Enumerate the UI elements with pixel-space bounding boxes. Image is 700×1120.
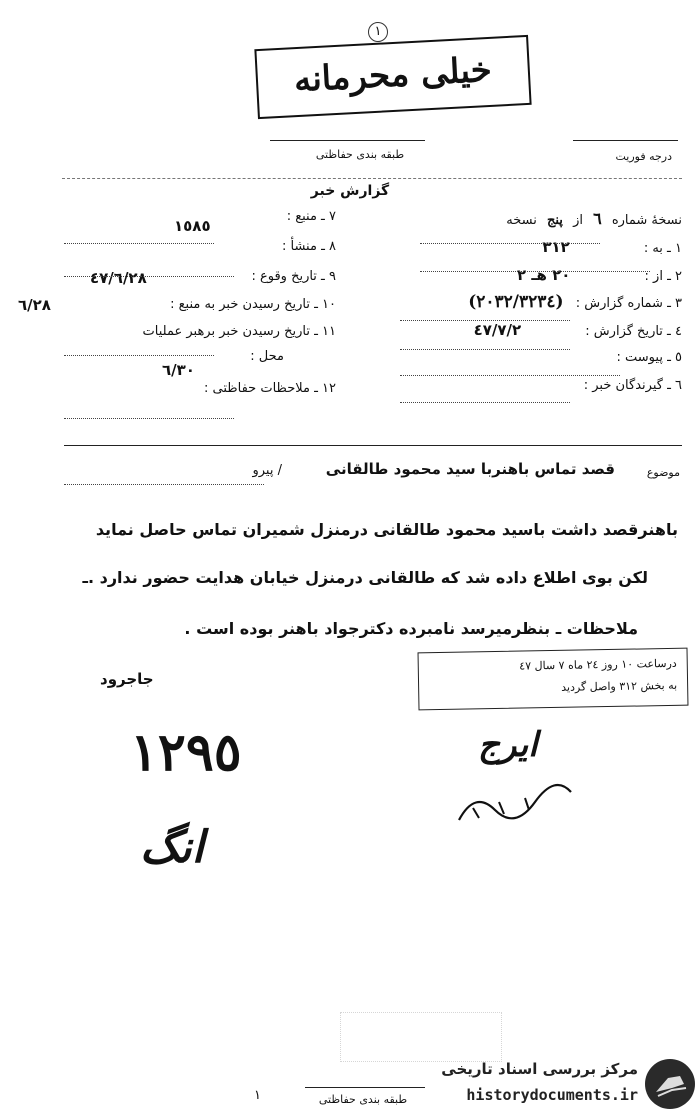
field-report-date: ٤ ـ تاریخ گزارش : ٤٧/٧/٢ xyxy=(473,321,682,339)
header-rule-right xyxy=(573,140,678,141)
field-from: ٢ ـ از : ٢٠ هـ ٢ xyxy=(516,266,682,284)
watermark-book-icon xyxy=(644,1058,696,1110)
body-line-3: ملاحظات ـ بنظرمیرسد نامبرده دکترجواد باهنر بوده است . xyxy=(184,619,638,638)
signature-flourish xyxy=(455,780,575,830)
watermark xyxy=(420,1056,698,1116)
field-copy-number: نسخهٔ شماره ٦ از پنج نسخه xyxy=(506,209,682,228)
header-divider xyxy=(62,178,682,179)
header-classification-label: طبقه بندی حفاظتی xyxy=(315,148,405,161)
received-stamp-line1: درساعت ١٠ روز ٢٤ ماه ٧ سال ٤٧ xyxy=(519,656,677,673)
field-place-value: ٦/٣٠ xyxy=(162,361,195,379)
field-source-received-date-value: ٦/٢٨ xyxy=(18,296,51,314)
header-rule-left xyxy=(270,140,425,141)
dotline-r5 xyxy=(400,375,620,376)
field-source-received-date: ١٠ ـ تاریخ رسیدن خبر به منبع : xyxy=(170,297,336,312)
handwritten-number: ١٢٩٥ xyxy=(130,722,242,783)
initials: انگ xyxy=(140,822,204,873)
footer-page-number: ١ xyxy=(254,1088,261,1103)
left-fields xyxy=(64,209,336,419)
footer-classification-label: طبقه بندی حفاظتی xyxy=(318,1093,408,1106)
field-occurrence-date: ٩ ـ تاریخ وقوع : xyxy=(251,269,336,284)
classification-stamp-text: خیلی محرمانه xyxy=(293,49,493,101)
dotline-l2 xyxy=(64,276,234,277)
received-stamp-line2: به بخش ٣١٢ واصل گردید xyxy=(561,678,678,694)
field-source-value: ١٥٨٥ xyxy=(174,217,211,235)
field-attachment: ٥ ـ پیوست : xyxy=(616,350,682,365)
dotline-r6 xyxy=(400,402,570,403)
body-line-2: لکن بوی اطلاع داده شد که طالقانی درمنزل خیابان هدایت حضور ندارد .ـ xyxy=(82,568,648,587)
field-to: ١ ـ به : ٣١٢ xyxy=(542,238,682,256)
subject-line xyxy=(40,458,680,484)
signature: ایرج xyxy=(478,725,538,765)
body-line-1: باهنرقصد داشت باسید محمود طالقانی درمنزل شمیران تماس حاصل نماید xyxy=(95,520,678,539)
field-occurrence-date-value: ٤٧/٦/٢٨ xyxy=(90,269,147,287)
dotline-l1 xyxy=(64,243,214,244)
classification-stamp xyxy=(254,35,531,119)
dotline-r4 xyxy=(400,349,570,350)
field-report-number: ٣ ـ شماره گزارش : (٢٠٣٢/٣٢٣٤) xyxy=(468,292,682,312)
field-recipients: ٦ ـ گیرندگان خبر : xyxy=(583,378,682,393)
subject-suffix: / پیرو xyxy=(252,463,282,478)
field-origin: ٨ ـ منشأ : xyxy=(281,239,336,254)
dotline-l4 xyxy=(64,418,234,419)
footer-rule xyxy=(305,1087,425,1088)
subject-label: موضوع xyxy=(646,466,680,479)
dotline-r3 xyxy=(400,320,570,321)
location-note: جاجرود xyxy=(100,670,154,688)
subject-dotline xyxy=(64,484,264,485)
page-number-top: ١ xyxy=(368,22,388,42)
watermark-url: historydocuments.ir xyxy=(466,1086,638,1104)
field-security-notes: ١٢ ـ ملاحظات حفاظتی : xyxy=(204,381,336,396)
faint-stamp xyxy=(340,1012,502,1062)
section-divider xyxy=(64,445,682,446)
field-leader-received-date: ١١ ـ تاریخ رسیدن خبر برهبر عملیات xyxy=(142,324,336,339)
watermark-title: مرکز بررسی اسناد تاریخی xyxy=(441,1060,638,1078)
header-urgency-label: درجه فوریت xyxy=(615,150,672,163)
field-place: محل : xyxy=(250,349,284,364)
subject-text: قصد تماس باهنربا سید محمود طالقانی xyxy=(325,460,615,478)
report-title: گزارش خبر xyxy=(310,183,390,199)
received-stamp xyxy=(418,648,689,711)
dotline-l3 xyxy=(64,355,214,356)
dotline-r1 xyxy=(420,243,600,244)
field-source: ٧ ـ منبع : xyxy=(286,209,336,224)
dotline-r2 xyxy=(420,271,650,272)
right-fields xyxy=(322,209,682,419)
